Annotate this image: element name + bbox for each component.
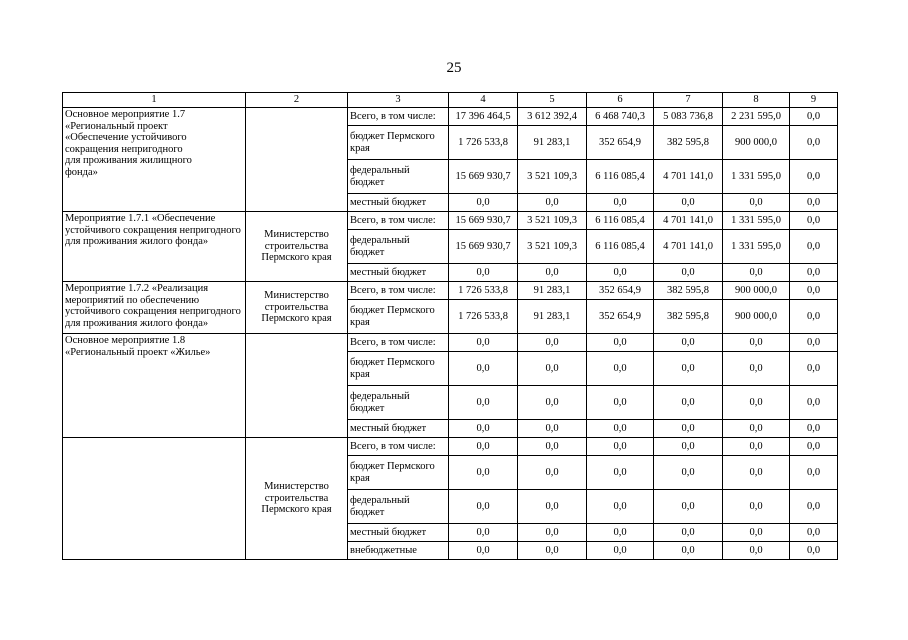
executor-cell: [246, 438, 348, 560]
funding-source-cell: бюджет Пермского края: [348, 352, 449, 386]
amount-cell: 0,0: [449, 420, 518, 438]
amount-cell: 0,0: [723, 334, 790, 352]
amount-cell: 1 726 533,8: [449, 126, 518, 160]
table-body: [63, 108, 838, 560]
funding-source-cell: внебюджетные: [348, 542, 449, 560]
header-cell-2: 2: [246, 93, 348, 108]
table-row: [63, 108, 838, 126]
amount-cell: 0,0: [587, 524, 654, 542]
amount-cell: 0,0: [518, 386, 587, 420]
amount-cell: 0,0: [654, 334, 723, 352]
amount-cell: 15 669 930,7: [449, 160, 518, 194]
amount-cell: 3 521 109,3: [518, 212, 587, 230]
executor-cell: [246, 282, 348, 334]
amount-cell: 0,0: [723, 524, 790, 542]
amount-cell: 15 669 930,7: [449, 230, 518, 264]
amount-cell: 0,0: [449, 542, 518, 560]
amount-cell: 3 612 392,4: [518, 108, 587, 126]
executor-cell: [246, 108, 348, 212]
funding-source-cell: Всего, в том числе:: [348, 282, 449, 300]
funding-source-cell: Всего, в том числе:: [348, 334, 449, 352]
amount-cell: 0,0: [518, 264, 587, 282]
table-row: [63, 282, 838, 300]
amount-cell: 0,0: [790, 438, 838, 456]
budget-table: [62, 92, 838, 560]
funding-source-cell: бюджет Пермского края: [348, 456, 449, 490]
measure-name-cell: [63, 282, 246, 334]
amount-cell: 4 701 141,0: [654, 212, 723, 230]
funding-source-cell: местный бюджет: [348, 420, 449, 438]
amount-cell: 0,0: [449, 524, 518, 542]
amount-cell: 4 701 141,0: [654, 160, 723, 194]
measure-name: Мероприятие 1.7.1 «Обеспечение устойчивого сокращения непригодного для проживания жилого фонда»: [65, 213, 241, 247]
amount-cell: 0,0: [654, 490, 723, 524]
amount-cell: 0,0: [518, 420, 587, 438]
amount-cell: 0,0: [587, 352, 654, 386]
amount-cell: 0,0: [587, 456, 654, 490]
amount-cell: 0,0: [790, 420, 838, 438]
amount-cell: 0,0: [790, 386, 838, 420]
funding-source-cell: местный бюджет: [348, 524, 449, 542]
amount-cell: 0,0: [790, 490, 838, 524]
amount-cell: 0,0: [449, 352, 518, 386]
amount-cell: 0,0: [449, 264, 518, 282]
amount-cell: 0,0: [723, 386, 790, 420]
amount-cell: 0,0: [449, 386, 518, 420]
amount-cell: 0,0: [790, 230, 838, 264]
amount-cell: 0,0: [723, 438, 790, 456]
amount-cell: 4 701 141,0: [654, 230, 723, 264]
amount-cell: 0,0: [587, 542, 654, 560]
amount-cell: 91 283,1: [518, 282, 587, 300]
amount-cell: 0,0: [790, 282, 838, 300]
amount-cell: 0,0: [790, 456, 838, 490]
table-row: [63, 334, 838, 352]
amount-cell: 352 654,9: [587, 126, 654, 160]
measure-name: Основное мероприятие 1.7 «Региональный проект «Обеспечение устойчивого сокращения непригодного для проживания жилищного фонда»: [65, 109, 192, 178]
amount-cell: 1 331 595,0: [723, 160, 790, 194]
amount-cell: 900 000,0: [723, 126, 790, 160]
funding-source-cell: федеральный бюджет: [348, 490, 449, 524]
amount-cell: 0,0: [449, 456, 518, 490]
amount-cell: 1 331 595,0: [723, 212, 790, 230]
amount-cell: 0,0: [790, 352, 838, 386]
amount-cell: 0,0: [518, 334, 587, 352]
amount-cell: 3 521 109,3: [518, 230, 587, 264]
amount-cell: 352 654,9: [587, 282, 654, 300]
header-cell-1: 1: [63, 93, 246, 108]
amount-cell: 0,0: [723, 420, 790, 438]
amount-cell: 0,0: [518, 456, 587, 490]
amount-cell: 0,0: [723, 264, 790, 282]
funding-source-cell: бюджет Пермского края: [348, 126, 449, 160]
table-row: [63, 212, 838, 230]
measure-name: Мероприятие 1.7.2 «Реализация мероприятий по обеспечению устойчивого сокращения непригодного для проживания жилого фонда»: [65, 283, 241, 329]
amount-cell: 0,0: [654, 386, 723, 420]
amount-cell: 0,0: [654, 524, 723, 542]
amount-cell: 0,0: [790, 194, 838, 212]
table-row: [63, 438, 838, 456]
executor-name: Министерство строительства Пермского края: [261, 481, 332, 516]
funding-source-cell: федеральный бюджет: [348, 160, 449, 194]
amount-cell: 0,0: [518, 524, 587, 542]
amount-cell: 0,0: [518, 490, 587, 524]
measure-name-cell: [63, 438, 246, 560]
funding-source-cell: федеральный бюджет: [348, 386, 449, 420]
amount-cell: 0,0: [587, 334, 654, 352]
amount-cell: 0,0: [790, 108, 838, 126]
amount-cell: 0,0: [654, 438, 723, 456]
amount-cell: 15 669 930,7: [449, 212, 518, 230]
measure-name-cell: [63, 334, 246, 438]
amount-cell: 0,0: [587, 490, 654, 524]
amount-cell: 0,0: [723, 542, 790, 560]
executor-cell: [246, 212, 348, 282]
funding-source-cell: Всего, в том числе:: [348, 108, 449, 126]
amount-cell: 900 000,0: [723, 300, 790, 334]
amount-cell: 0,0: [790, 160, 838, 194]
amount-cell: 0,0: [790, 212, 838, 230]
amount-cell: 382 595,8: [654, 126, 723, 160]
header-cell-4: 4: [449, 93, 518, 108]
page-number: 25: [446, 60, 462, 76]
amount-cell: 0,0: [790, 126, 838, 160]
amount-cell: 1 726 533,8: [449, 300, 518, 334]
amount-cell: 0,0: [449, 334, 518, 352]
amount-cell: 0,0: [518, 542, 587, 560]
executor-name: Министерство строительства Пермского края: [261, 229, 332, 264]
measure-name-cell: [63, 212, 246, 282]
amount-cell: 1 331 595,0: [723, 230, 790, 264]
amount-cell: 3 521 109,3: [518, 160, 587, 194]
amount-cell: 0,0: [449, 490, 518, 524]
amount-cell: 0,0: [790, 300, 838, 334]
executor-cell: [246, 334, 348, 438]
amount-cell: 0,0: [790, 264, 838, 282]
amount-cell: 0,0: [587, 420, 654, 438]
amount-cell: 0,0: [654, 352, 723, 386]
funding-source-cell: бюджет Пермского края: [348, 300, 449, 334]
amount-cell: 0,0: [587, 386, 654, 420]
amount-cell: 91 283,1: [518, 126, 587, 160]
measure-name: Основное мероприятие 1.8 «Региональный проект «Жилье»: [65, 335, 211, 358]
header-cell-6: 6: [587, 93, 654, 108]
amount-cell: 5 083 736,8: [654, 108, 723, 126]
amount-cell: 0,0: [790, 524, 838, 542]
measure-name-cell: [63, 108, 246, 212]
funding-source-cell: федеральный бюджет: [348, 230, 449, 264]
amount-cell: 0,0: [587, 194, 654, 212]
amount-cell: 0,0: [587, 438, 654, 456]
amount-cell: 0,0: [723, 352, 790, 386]
amount-cell: 0,0: [723, 490, 790, 524]
amount-cell: 2 231 595,0: [723, 108, 790, 126]
header-cell-8: 8: [723, 93, 790, 108]
amount-cell: 1 726 533,8: [449, 282, 518, 300]
header-cell-3: 3: [348, 93, 449, 108]
header-cell-5: 5: [518, 93, 587, 108]
amount-cell: 0,0: [518, 352, 587, 386]
amount-cell: 0,0: [723, 456, 790, 490]
amount-cell: 91 283,1: [518, 300, 587, 334]
amount-cell: 0,0: [449, 194, 518, 212]
funding-source-cell: Всего, в том числе:: [348, 212, 449, 230]
amount-cell: 0,0: [654, 194, 723, 212]
amount-cell: 6 116 085,4: [587, 230, 654, 264]
amount-cell: 0,0: [518, 438, 587, 456]
executor-name: Министерство строительства Пермского края: [261, 290, 332, 325]
amount-cell: 17 396 464,5: [449, 108, 518, 126]
funding-source-cell: местный бюджет: [348, 264, 449, 282]
amount-cell: 382 595,8: [654, 282, 723, 300]
amount-cell: 0,0: [449, 438, 518, 456]
amount-cell: 0,0: [654, 456, 723, 490]
header-cell-7: 7: [654, 93, 723, 108]
amount-cell: 0,0: [518, 194, 587, 212]
funding-source-cell: местный бюджет: [348, 194, 449, 212]
amount-cell: 0,0: [654, 542, 723, 560]
header-row: [63, 93, 838, 108]
amount-cell: 6 468 740,3: [587, 108, 654, 126]
amount-cell: 0,0: [790, 334, 838, 352]
amount-cell: 6 116 085,4: [587, 160, 654, 194]
amount-cell: 0,0: [790, 542, 838, 560]
amount-cell: 382 595,8: [654, 300, 723, 334]
amount-cell: 0,0: [587, 264, 654, 282]
amount-cell: 900 000,0: [723, 282, 790, 300]
amount-cell: 6 116 085,4: [587, 212, 654, 230]
amount-cell: 0,0: [723, 194, 790, 212]
funding-source-cell: Всего, в том числе:: [348, 438, 449, 456]
amount-cell: 352 654,9: [587, 300, 654, 334]
amount-cell: 0,0: [654, 420, 723, 438]
header-cell-9: 9: [790, 93, 838, 108]
amount-cell: 0,0: [654, 264, 723, 282]
